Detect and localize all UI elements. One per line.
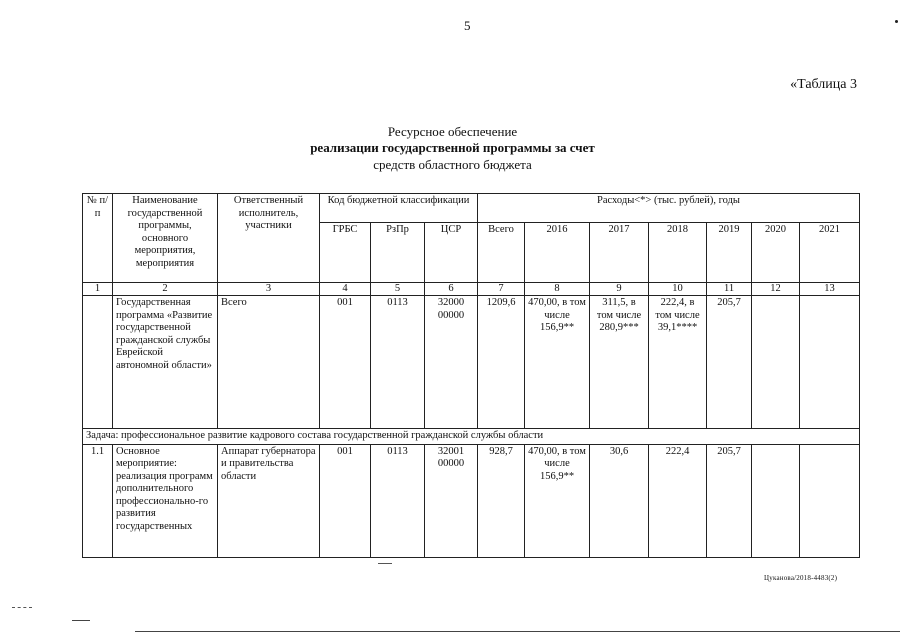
program-2016: 470,00, в том числе 156,9** — [525, 296, 590, 429]
title-line-3: средств областного бюджета — [373, 157, 532, 172]
header-2017: 2017 — [590, 223, 649, 283]
col-number: 6 — [425, 283, 478, 296]
scan-mark — [12, 607, 32, 609]
header-2020: 2020 — [752, 223, 800, 283]
activity-grbs: 001 — [320, 444, 371, 557]
activity-2019: 205,7 — [707, 444, 752, 557]
budget-table — [82, 193, 860, 558]
program-2018: 222,4, в том числе 39,1**** — [649, 296, 707, 429]
col-number: 9 — [590, 283, 649, 296]
header-responsible: Ответственный исполнитель, участники — [218, 194, 320, 283]
activity-2016: 470,00, в том числе 156,9** — [525, 444, 590, 557]
program-name: Государственная программа «Развитие государственной гражданской службы Еврейской автономной области» — [113, 296, 218, 429]
header-rzpr: РзПр — [371, 223, 425, 283]
program-num — [83, 296, 113, 429]
col-number: 2 — [113, 283, 218, 296]
divider-line — [135, 631, 900, 632]
title-line-2: реализации государственной программы за счет — [310, 140, 595, 155]
table-label: «Таблица 3 — [790, 77, 857, 92]
header-2016: 2016 — [525, 223, 590, 283]
activity-2018: 222,4 — [649, 444, 707, 557]
col-number: 10 — [649, 283, 707, 296]
program-2019: 205,7 — [707, 296, 752, 429]
col-number: 13 — [800, 283, 860, 296]
program-row — [83, 296, 860, 429]
col-number: 4 — [320, 283, 371, 296]
program-csr: 32000 00000 — [425, 296, 478, 429]
program-2021 — [800, 296, 860, 429]
activity-2020 — [752, 444, 800, 557]
page-number: 5 — [464, 18, 471, 33]
program-2020 — [752, 296, 800, 429]
col-number: 12 — [752, 283, 800, 296]
activity-2017: 30,6 — [590, 444, 649, 557]
program-total: 1209,6 — [478, 296, 525, 429]
divider-line — [72, 620, 90, 621]
col-number: 3 — [218, 283, 320, 296]
activity-row — [83, 444, 860, 557]
activity-name: Основное мероприятие: реализация программ дополнительного профессионально-го развития государственных — [113, 444, 218, 557]
numbering-row — [83, 283, 860, 296]
activity-rzpr: 0113 — [371, 444, 425, 557]
footer-code: Цуканова/2018-4483(2) — [764, 574, 838, 582]
task-text: Задача: профессиональное развитие кадрового состава государственной гражданской службы области — [83, 429, 860, 445]
header-2021: 2021 — [800, 223, 860, 283]
header-csr: ЦСР — [425, 223, 478, 283]
program-rzpr: 0113 — [371, 296, 425, 429]
header-name: Наименование государственной программы, основного мероприятия, мероприятия — [113, 194, 218, 283]
title-line-1: Ресурсное обеспечение — [387, 124, 518, 139]
header-2019: 2019 — [707, 223, 752, 283]
header-total: Всего — [478, 223, 525, 283]
task-row — [83, 429, 860, 445]
col-number: 1 — [83, 283, 113, 296]
header-2018: 2018 — [649, 223, 707, 283]
header-row-1 — [83, 194, 860, 223]
col-number: 8 — [525, 283, 590, 296]
col-number: 11 — [707, 283, 752, 296]
col-number: 7 — [478, 283, 525, 296]
program-responsible: Всего — [218, 296, 320, 429]
corner-dot — [895, 20, 898, 23]
col-number: 5 — [371, 283, 425, 296]
header-expenses-group: Расходы<*> (тыс. рублей), годы — [478, 194, 860, 223]
header-code-group: Код бюджетной классификации — [320, 194, 478, 223]
header-num: № п/п — [83, 194, 113, 283]
header-grbs: ГРБС — [320, 223, 371, 283]
activity-2021 — [800, 444, 860, 557]
activity-responsible: Аппарат губернатора и правительства области — [218, 444, 320, 557]
activity-total: 928,7 — [478, 444, 525, 557]
program-2017: 311,5, в том числе 280,9*** — [590, 296, 649, 429]
scan-mark — [378, 563, 392, 564]
activity-num: 1.1 — [83, 444, 113, 557]
activity-csr: 32001 00000 — [425, 444, 478, 557]
program-grbs: 001 — [320, 296, 371, 429]
